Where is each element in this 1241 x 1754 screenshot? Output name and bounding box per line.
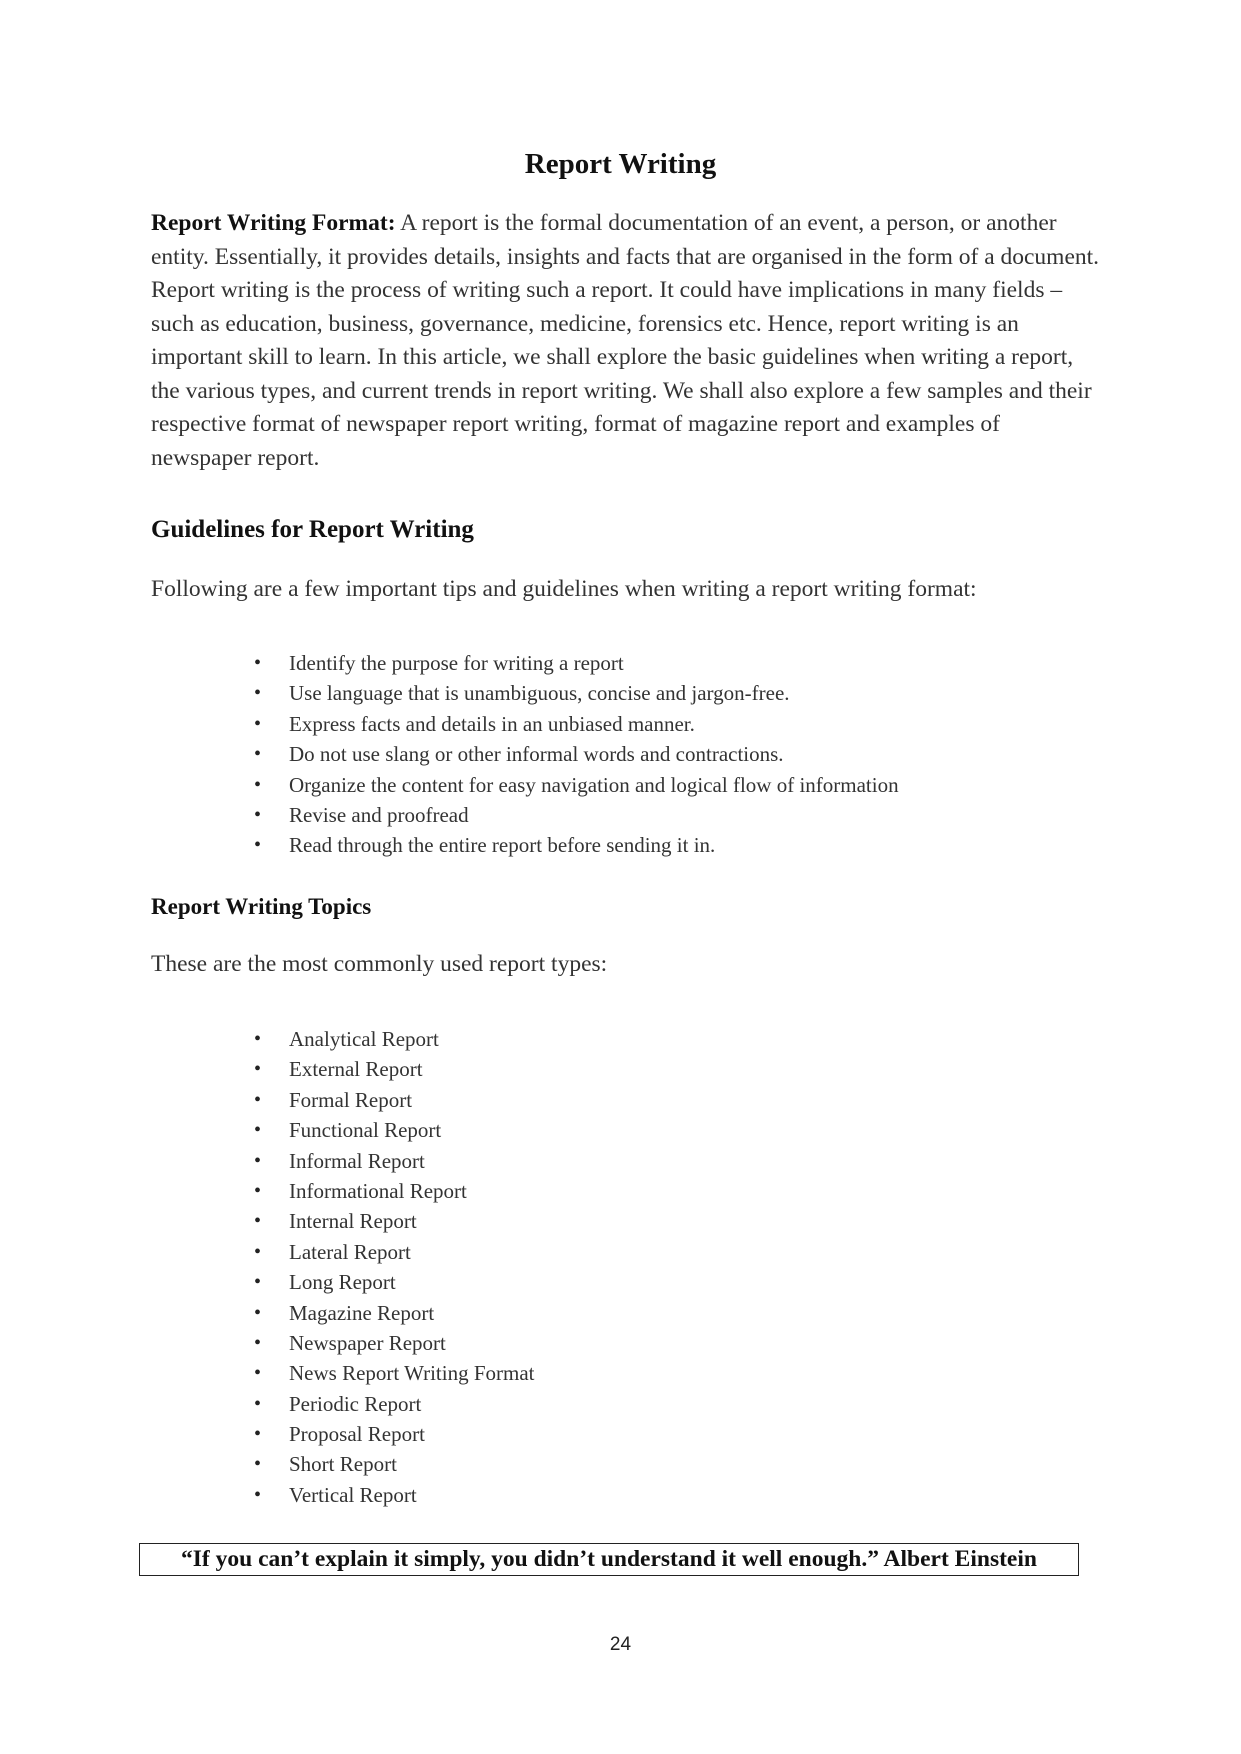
list-item: • Internal Report xyxy=(247,1206,535,1236)
list-item: • Read through the entire report before sending it in. xyxy=(247,830,899,860)
page-title: Report Writing xyxy=(524,148,717,180)
page-number: 24 xyxy=(609,1634,632,1655)
list-item: • Analytical Report xyxy=(247,1024,535,1054)
topics-intro: These are the most commonly used report types: xyxy=(151,951,608,977)
intro-paragraph xyxy=(151,207,1101,475)
guidelines-list xyxy=(247,648,899,861)
list-item: • Formal Report xyxy=(247,1085,535,1115)
list-item: • Revise and proofread xyxy=(247,800,899,830)
list-item: • Informational Report xyxy=(247,1176,535,1206)
list-item: • Functional Report xyxy=(247,1115,535,1145)
list-item: • Short Report xyxy=(247,1449,535,1479)
topics-heading: Report Writing Topics xyxy=(151,894,372,919)
list-item: • Organize the content for easy navigation and logical flow of information xyxy=(247,770,899,800)
list-item: • Long Report xyxy=(247,1267,535,1297)
list-item: • Identify the purpose for writing a report xyxy=(247,648,899,678)
list-item: • News Report Writing Format xyxy=(247,1358,535,1388)
list-item: • Newspaper Report xyxy=(247,1328,535,1358)
list-item: • Do not use slang or other informal words and contractions. xyxy=(247,739,899,769)
guidelines-intro: Following are a few important tips and guidelines when writing a report writing format: xyxy=(151,576,977,602)
list-item: • External Report xyxy=(247,1054,535,1084)
quote-box: “If you can’t explain it simply, you didn’t understand it well enough.” Albert Einstein xyxy=(139,1543,1079,1576)
list-item: • Periodic Report xyxy=(247,1389,535,1419)
list-item: • Informal Report xyxy=(247,1146,535,1176)
list-item: • Express facts and details in an unbiased manner. xyxy=(247,709,899,739)
list-item: • Proposal Report xyxy=(247,1419,535,1449)
guidelines-heading: Guidelines for Report Writing xyxy=(151,516,474,543)
list-item: • Magazine Report xyxy=(247,1298,535,1328)
list-item: • Vertical Report xyxy=(247,1480,535,1510)
topics-list xyxy=(247,1024,535,1510)
intro-text: A report is the formal documentation of an event, a person, or another entity. Essentially, it provides details, insights and facts that are organised in the form of a document. Report writing is the process of writing such a report. It could have implications in many fields – such as education, business, governance, medicine, forensics etc. Hence, report writing is an important skill to learn. In this article, we shall explore the basic guidelines when writing a report, the various types, and current trends in report writing. We shall also explore a few samples and their respective format of newspaper report writing, format of magazine report and examples of newspaper report. xyxy=(151,210,1100,471)
list-item: • Use language that is unambiguous, concise and jargon-free. xyxy=(247,678,899,708)
list-item: • Lateral Report xyxy=(247,1237,535,1267)
intro-lead: Report Writing Format: xyxy=(151,210,396,236)
